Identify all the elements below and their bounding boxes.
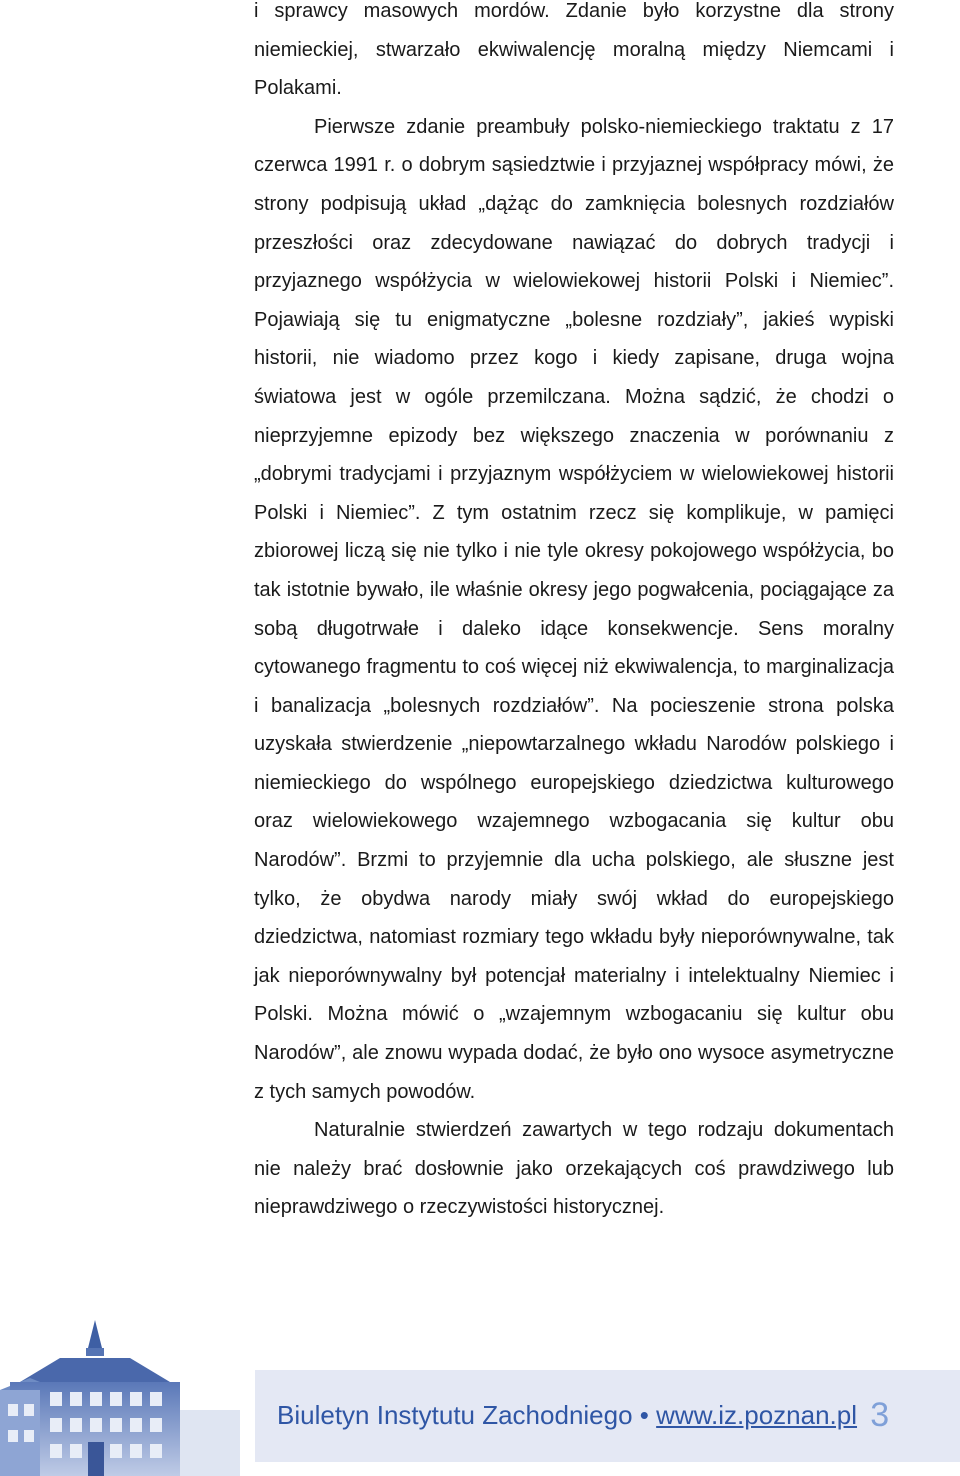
- page-number: 3: [870, 1396, 890, 1434]
- journal-title: Biuletyn Instytutu Zachodniego: [277, 1400, 633, 1430]
- footer-text: [277, 1396, 889, 1435]
- institute-building-logo: [0, 1320, 240, 1476]
- paragraph-3: Naturalnie stwierdzeń zawartych w tego rodzaju dokumentach nie należy brać dosłownie jako orzekających coś prawdziwego lub nieprawdziwego o rzeczywistości historycznej.: [254, 1119, 894, 1219]
- article-body: [254, 0, 894, 1227]
- website-link[interactable]: www.iz.poznan.pl: [656, 1400, 858, 1430]
- footer-band: [255, 1370, 960, 1462]
- paragraph-1: i sprawcy masowych mordów. Zdanie było korzystne dla strony niemieckiej, stwarzało ekwiwalencję moralną między Niemcami i Polakami.: [254, 0, 894, 100]
- paragraph-2: Pierwsze zdanie preambuły polsko-niemieckiego traktatu z 17 czerwca 1991 r. o dobrym sąsiedztwie i przyjaznej współpracy mówi, że strony podpisują układ „dążąc do zamknięcia bolesnych rozdziałów przeszłości oraz zdecydowane nawiązać do dobrych tradycji i przyjaznego współżycia w wielowiekowej historii Polski i Niemiec”. Pojawiają się tu enigmatyczne „bolesne rozdziały”, jakieś wypiski historii, nie wiadomo przez kogo i kiedy zapisane, druga wojna światowa jest w ogóle przemilczana. Można sądzić, że chodzi o nieprzyjemne epizody bez większego znaczenia w porównaniu z „dobrymi tradycjami i przyjaznym współżyciem w wielowiekowej historii Polski i Niemiec”. Z tym ostatnim rzecz się komplikuje, w pamięci zbiorowej liczą się nie tylko i nie tyle okresy pokojowego współżycia, bo tak istotnie bywało, ile właśnie okresy jego pogwałcenia, pociągające za sobą długotrwałe i daleko idące konsekwencje. Sens moralny cytowanego fragmentu to coś więcej niż ekwiwalencja, to marginalizacja i banalizacja „bolesnych rozdziałów”. Na pocieszenie strona polska uzyskała stwierdzenie „niepowtarzalnego wkładu Narodów polskiego i niemieckiego do wspólnego europejskiego dziedzictwa kulturowego oraz wielowiekowego wzajemnego wzbogacania się kultur obu Narodów”. Brzmi to przyjemnie dla ucha polskiego, ale słuszne jest tylko, że obydwa narody miały swój wkład do europejskiego dziedzictwa, natomiast rozmiary tego wkładu były nieporównywalne, tak jak nieporównywalny był potencjał materialny i intelektualny Niemiec i Polski. Można mówić o „wzajemnym wzbogacaniu się kultur obu Narodów”, ale znowu wypada dodać, że było ono wysoce asymetryczne z tych samych powodów.: [254, 115, 894, 1103]
- footer-bullet: •: [639, 1400, 649, 1430]
